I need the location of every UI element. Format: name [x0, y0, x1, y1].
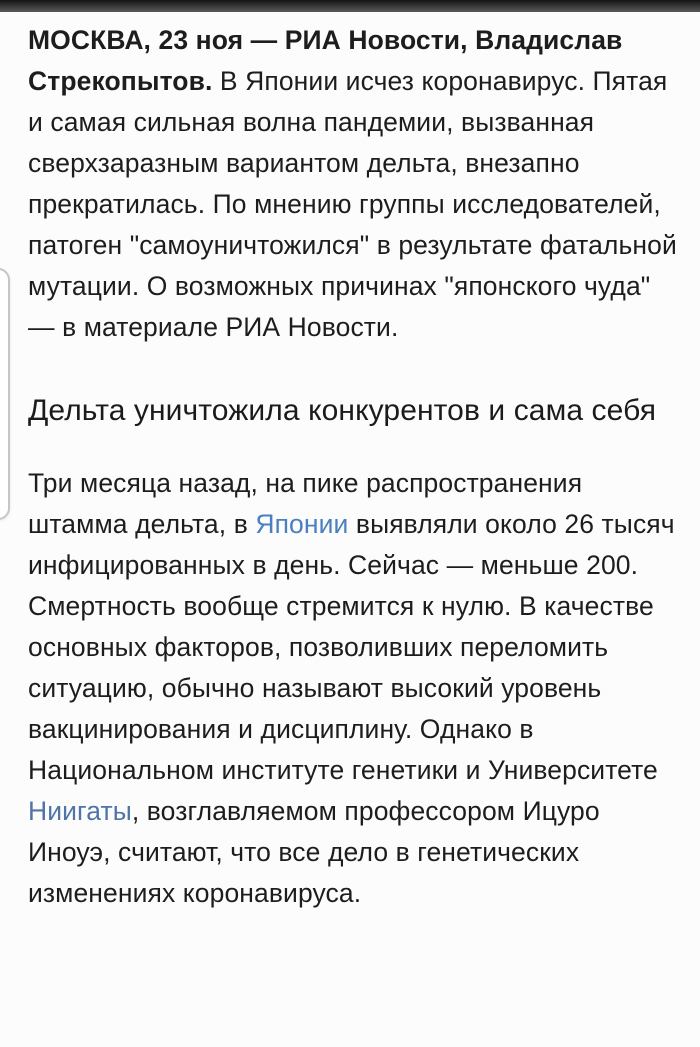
section-heading: Дельта уничтожила конкурентов и сама себя — [28, 394, 657, 427]
lead-paragraph — [28, 20, 678, 348]
paragraph-text-1: Три месяца назад, на пике распространения штамма дельта, в — [28, 468, 583, 539]
dateline-author: МОСКВА, 23 ноя — РИА Новости, Владислав Стрекопытов. — [28, 25, 623, 96]
paragraph-text-3: , возглавляемом профессором Ицуро Иноуэ, считают, что все дело в генетических изменениях коронавируса. — [28, 796, 600, 908]
link-japan[interactable]: Японии — [255, 509, 349, 539]
article-body — [0, 12, 700, 914]
paragraph-text-2: выявляли около 26 тысяч инфицированных в день. Сейчас — меньше 200. Смертность вообще стремится к нулю. В качестве основных факторов, позволивших переломить ситуацию, обычно называют высокий уровень вакцинирования и дисциплину. Однако в Национальном институте генетики и Университете — [28, 509, 675, 785]
top-edge-bar — [0, 0, 700, 12]
link-niigata[interactable]: Ниигаты — [28, 796, 132, 826]
lead-text: В Японии исчез коронавирус. Пятая и самая сильная волна пандемии, вызванная сверхзаразным вариантом дельта, внезапно прекратилась. По мнению группы исследователей, патоген "самоуничтожился" в результате фатальной мутации. О возможных причинах "японского чуда" — в материале РИА Новости. — [28, 66, 677, 342]
second-paragraph — [28, 463, 678, 914]
